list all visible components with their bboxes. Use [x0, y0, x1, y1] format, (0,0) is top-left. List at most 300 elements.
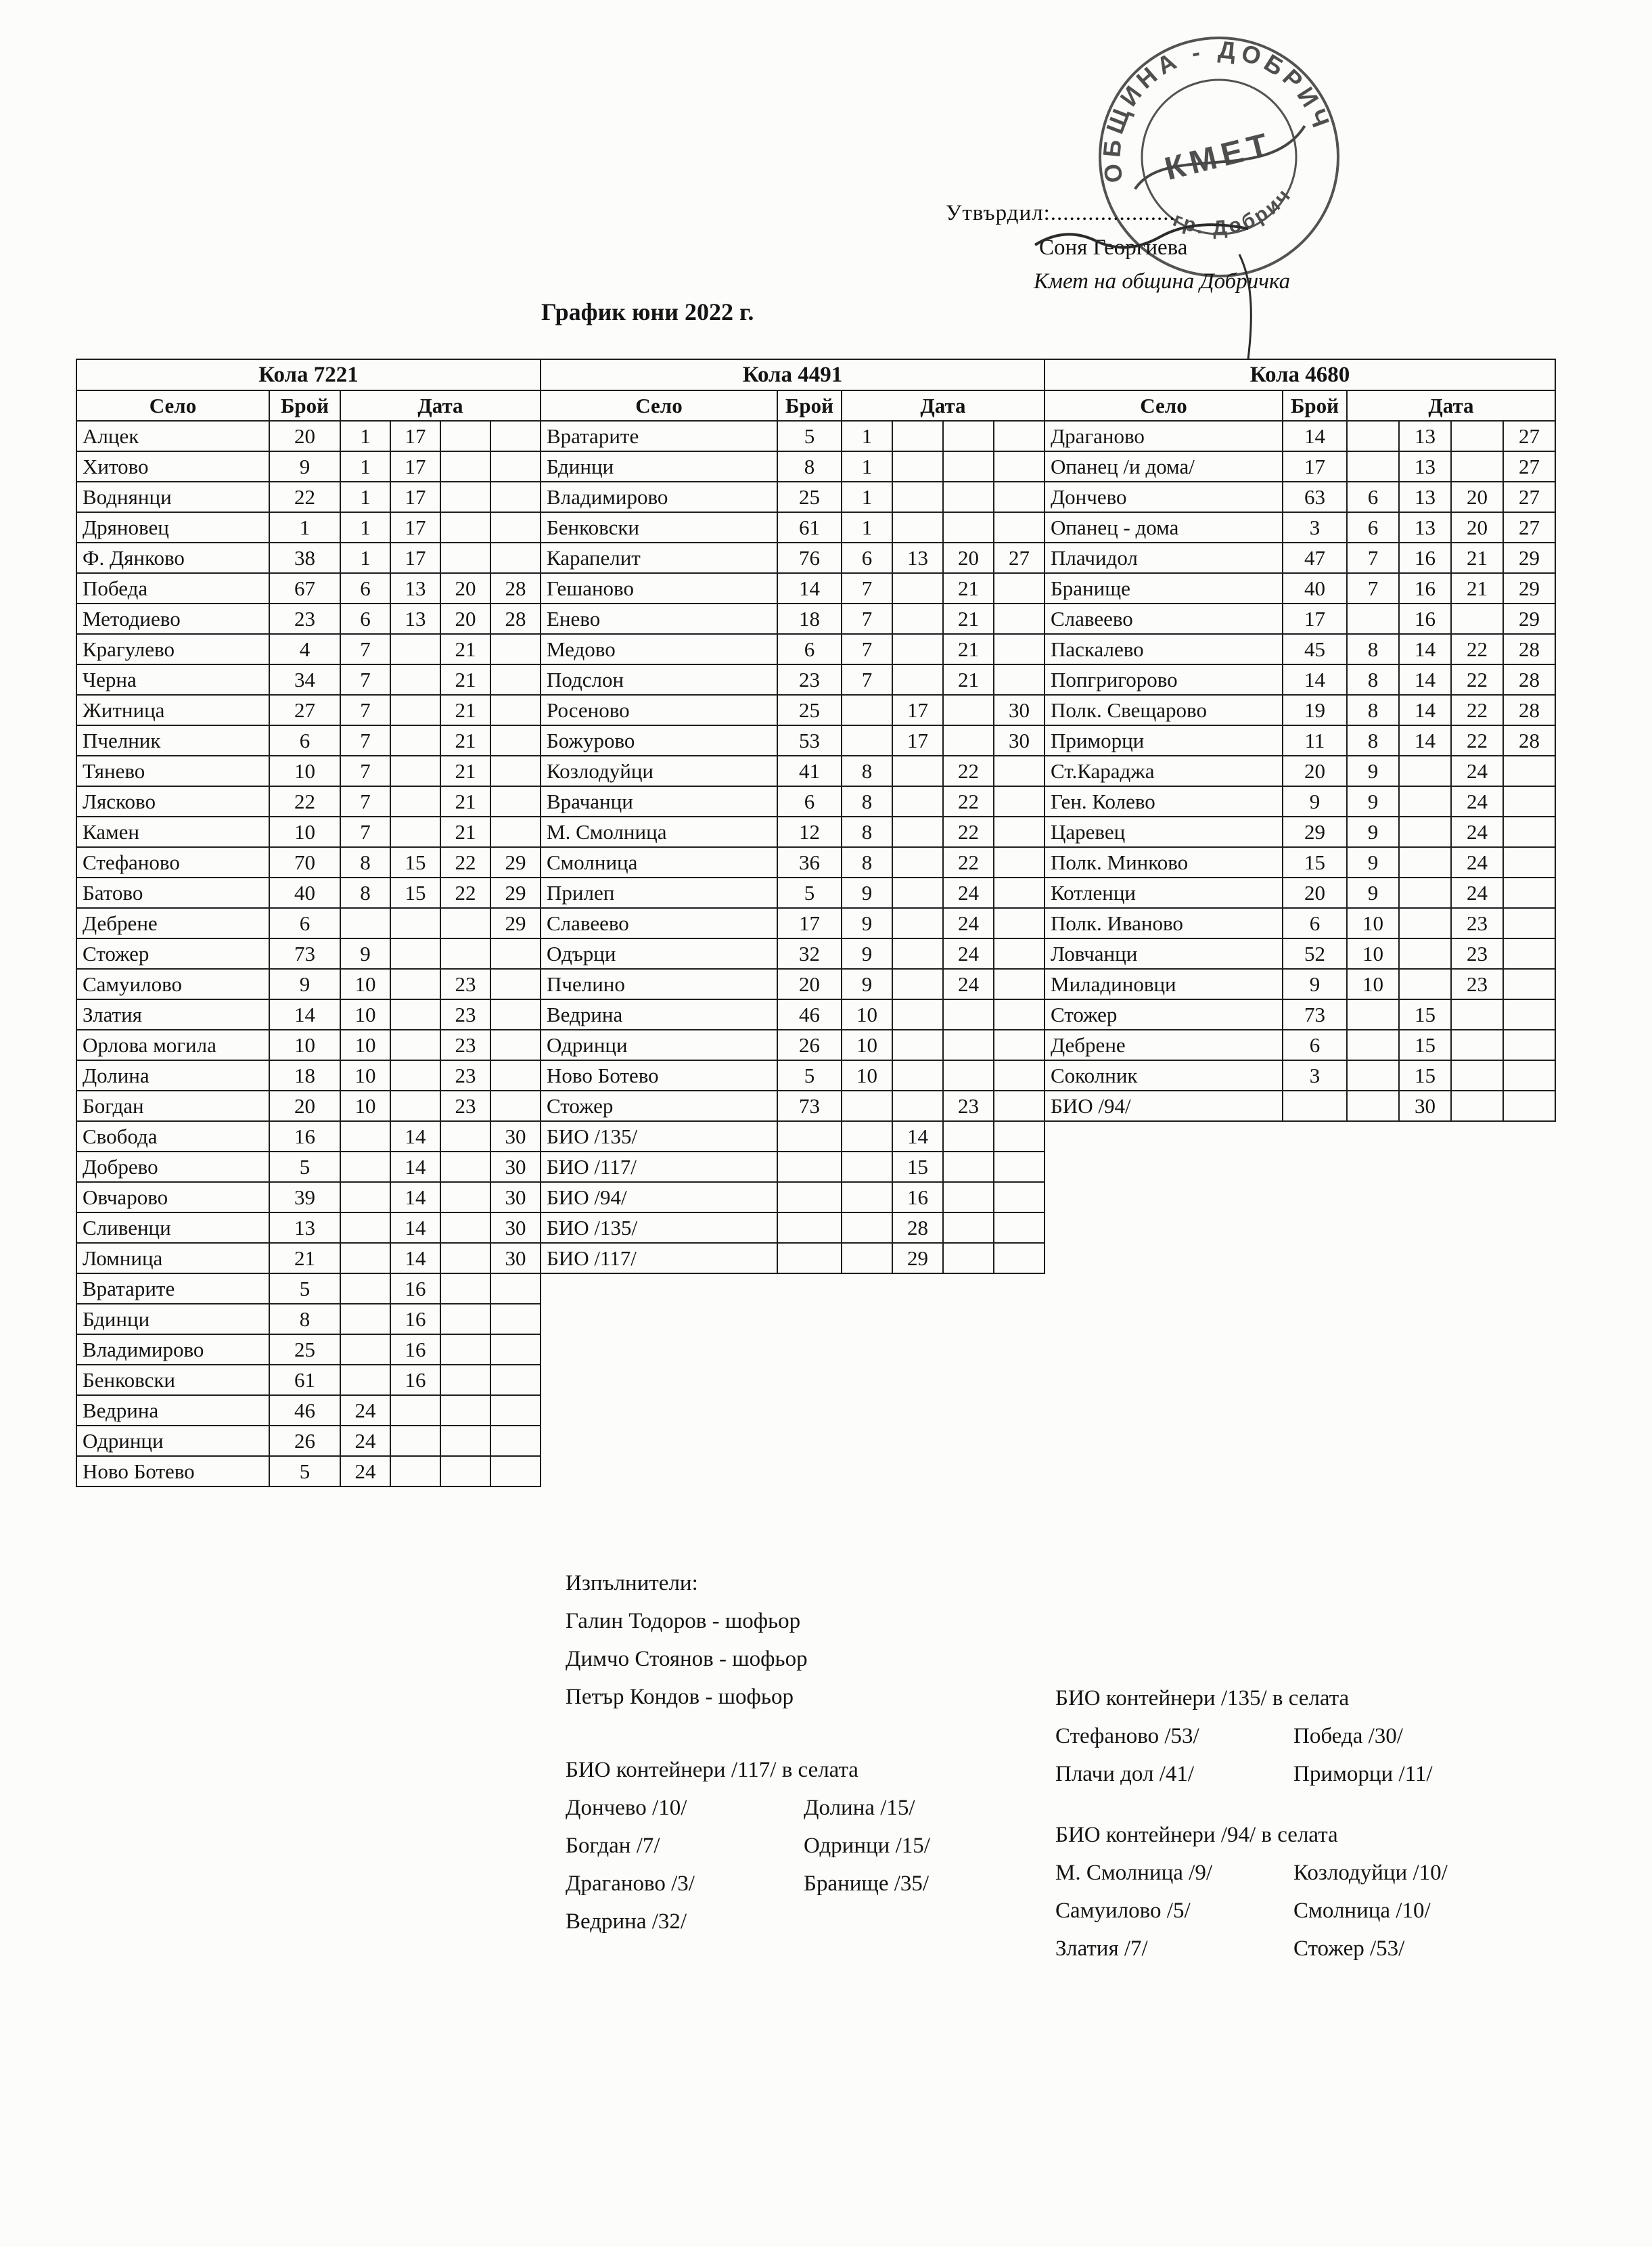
car-header-row	[76, 359, 541, 390]
village-cell: Карапелит	[541, 543, 777, 573]
date-cell	[943, 421, 994, 451]
schedule-table-kola-4680	[1044, 359, 1556, 1122]
footer-line: Самуилово /5/	[1055, 1899, 1191, 1923]
date-cell: 7	[842, 664, 892, 695]
date-cell	[390, 1426, 440, 1456]
village-cell: Долина	[76, 1060, 269, 1091]
village-cell: Бенковски	[76, 1365, 269, 1395]
schedule-table-kola-7221	[76, 359, 541, 1487]
village-cell: Воднянци	[76, 482, 269, 512]
village-header: Село	[1045, 390, 1283, 421]
table-row	[76, 969, 541, 999]
date-cell	[490, 1273, 541, 1304]
date-cell	[943, 1030, 994, 1060]
date-cell: 24	[1451, 786, 1503, 817]
date-cell	[1451, 451, 1503, 482]
date-cell: 22	[1451, 725, 1503, 756]
date-cell	[440, 1182, 490, 1212]
date-cell: 9	[340, 938, 390, 969]
count-cell: 5	[777, 421, 842, 451]
village-cell: Владимирово	[541, 482, 777, 512]
count-cell	[777, 1121, 842, 1152]
table-row	[541, 451, 1045, 482]
count-cell: 29	[1283, 817, 1347, 847]
date-cell: 8	[842, 756, 892, 786]
date-cell: 7	[340, 695, 390, 725]
count-cell: 9	[269, 451, 340, 482]
count-cell: 14	[1283, 421, 1347, 451]
count-cell: 6	[1283, 908, 1347, 938]
footer-line: Бранище /35/	[804, 1871, 930, 1896]
date-cell: 29	[1503, 573, 1555, 604]
date-cell: 14	[1399, 634, 1451, 664]
date-cell: 28	[1503, 634, 1555, 664]
table-row	[76, 634, 541, 664]
date-cell: 23	[440, 999, 490, 1030]
date-cell: 16	[892, 1182, 943, 1212]
table-row	[541, 1060, 1045, 1091]
date-cell: 7	[842, 634, 892, 664]
count-cell: 20	[1283, 756, 1347, 786]
date-cell: 10	[842, 999, 892, 1030]
table-row	[1045, 847, 1555, 878]
date-cell: 6	[1347, 482, 1399, 512]
date-cell	[892, 999, 943, 1030]
date-cell	[1503, 1060, 1555, 1091]
date-cell: 20	[440, 573, 490, 604]
village-cell: Ломница	[76, 1243, 269, 1273]
date-cell: 23	[1451, 938, 1503, 969]
count-cell: 22	[269, 482, 340, 512]
table-row	[541, 1152, 1045, 1182]
date-cell	[490, 1091, 541, 1121]
village-cell: Опанец - дома	[1045, 512, 1283, 543]
village-cell: Пчелино	[541, 969, 777, 999]
count-cell: 25	[269, 1334, 340, 1365]
count-cell: 22	[269, 786, 340, 817]
date-cell	[1399, 908, 1451, 938]
count-header: Брой	[777, 390, 842, 421]
village-cell: Паскалево	[1045, 634, 1283, 664]
village-cell: Ново Ботево	[76, 1456, 269, 1486]
count-cell: 6	[269, 725, 340, 756]
date-cell: 17	[390, 421, 440, 451]
table-row	[76, 1365, 541, 1395]
date-cell: 23	[440, 1091, 490, 1121]
table-row	[76, 1243, 541, 1273]
date-cell	[842, 1121, 892, 1152]
date-cell: 14	[1399, 664, 1451, 695]
date-cell	[994, 817, 1045, 847]
table-row	[1045, 1060, 1555, 1091]
date-cell: 10	[340, 969, 390, 999]
footer-line: Петър Кондов - шофьор	[566, 1685, 794, 1709]
count-cell: 8	[777, 451, 842, 482]
date-cell: 1	[340, 421, 390, 451]
village-cell: Сливенци	[76, 1212, 269, 1243]
date-cell	[1347, 1060, 1399, 1091]
date-cell	[440, 421, 490, 451]
village-cell: Крагулево	[76, 634, 269, 664]
count-cell: 46	[269, 1395, 340, 1426]
village-cell: Златия	[76, 999, 269, 1030]
village-cell: Одринци	[76, 1426, 269, 1456]
table-row	[1045, 664, 1555, 695]
date-cell	[390, 969, 440, 999]
date-cell	[490, 1304, 541, 1334]
count-cell: 61	[777, 512, 842, 543]
village-cell: Подслон	[541, 664, 777, 695]
date-cell: 6	[1347, 512, 1399, 543]
table-row	[76, 725, 541, 756]
date-cell	[994, 512, 1045, 543]
footer-line: Плачи дол /41/	[1055, 1762, 1195, 1786]
village-cell: Приморци	[1045, 725, 1283, 756]
table-row	[1045, 512, 1555, 543]
date-cell: 10	[842, 1060, 892, 1091]
date-cell	[943, 1121, 994, 1152]
date-cell	[440, 1121, 490, 1152]
village-cell: Бенковски	[541, 512, 777, 543]
date-cell	[892, 938, 943, 969]
count-cell	[777, 1243, 842, 1273]
table-row	[76, 1091, 541, 1121]
date-cell: 17	[892, 725, 943, 756]
count-cell: 73	[269, 938, 340, 969]
date-cell	[340, 1243, 390, 1273]
date-cell: 13	[1399, 451, 1451, 482]
count-cell: 23	[269, 604, 340, 634]
village-cell: Дряновец	[76, 512, 269, 543]
column-header-row	[76, 390, 541, 421]
date-cell: 9	[842, 938, 892, 969]
date-cell	[892, 756, 943, 786]
date-cell: 10	[1347, 969, 1399, 999]
table-row	[541, 604, 1045, 634]
count-cell: 20	[1283, 878, 1347, 908]
date-cell: 20	[1451, 512, 1503, 543]
village-cell: Алцек	[76, 421, 269, 451]
date-cell: 21	[440, 725, 490, 756]
date-cell: 7	[1347, 543, 1399, 573]
date-cell: 29	[1503, 543, 1555, 573]
date-cell: 7	[1347, 573, 1399, 604]
table-row	[541, 482, 1045, 512]
village-cell: Дебрене	[1045, 1030, 1283, 1060]
date-cell	[892, 664, 943, 695]
date-cell	[490, 512, 541, 543]
date-cell: 8	[842, 847, 892, 878]
date-cell: 28	[1503, 725, 1555, 756]
count-cell: 19	[1283, 695, 1347, 725]
date-cell	[842, 695, 892, 725]
date-cell: 23	[943, 1091, 994, 1121]
date-cell: 8	[1347, 725, 1399, 756]
date-cell: 30	[490, 1212, 541, 1243]
date-cell: 27	[1503, 512, 1555, 543]
village-cell: Смолница	[541, 847, 777, 878]
village-cell: Драганово	[1045, 421, 1283, 451]
date-cell	[390, 908, 440, 938]
count-cell: 21	[269, 1243, 340, 1273]
date-cell	[994, 451, 1045, 482]
table-body	[541, 421, 1045, 1273]
count-cell: 38	[269, 543, 340, 573]
village-cell: Медово	[541, 634, 777, 664]
date-cell	[340, 1304, 390, 1334]
date-cell	[994, 999, 1045, 1030]
date-cell: 28	[490, 604, 541, 634]
date-cell: 17	[390, 482, 440, 512]
table-row	[76, 1030, 541, 1060]
date-cell: 7	[340, 634, 390, 664]
table-row	[76, 1456, 541, 1486]
footer-line: Стефаново /53/	[1055, 1724, 1199, 1748]
date-cell	[842, 1243, 892, 1273]
date-cell: 14	[390, 1152, 440, 1182]
count-cell: 16	[269, 1121, 340, 1152]
date-cell: 21	[1451, 573, 1503, 604]
date-cell: 1	[340, 543, 390, 573]
date-cell: 23	[440, 1060, 490, 1091]
count-cell: 45	[1283, 634, 1347, 664]
date-cell	[1399, 817, 1451, 847]
table-row	[541, 1091, 1045, 1121]
table-row	[541, 756, 1045, 786]
bio-117-col1	[566, 1796, 804, 1947]
table-row	[541, 938, 1045, 969]
date-cell	[390, 1395, 440, 1426]
date-cell	[943, 512, 994, 543]
date-cell: 23	[1451, 908, 1503, 938]
village-cell: Миладиновци	[1045, 969, 1283, 999]
date-cell	[842, 725, 892, 756]
date-cell: 28	[1503, 664, 1555, 695]
footer-line: Златия /7/	[1055, 1936, 1148, 1961]
count-cell: 76	[777, 543, 842, 573]
village-cell: Владимирово	[76, 1334, 269, 1365]
date-cell: 8	[842, 786, 892, 817]
count-cell: 8	[269, 1304, 340, 1334]
footer-line: Смолница /10/	[1293, 1899, 1431, 1923]
date-cell: 29	[490, 847, 541, 878]
date-cell	[1399, 786, 1451, 817]
table-row	[541, 969, 1045, 999]
date-cell: 21	[440, 756, 490, 786]
village-cell: БИО /117/	[541, 1243, 777, 1273]
village-cell: Бдинци	[541, 451, 777, 482]
car-header-row	[541, 359, 1045, 390]
date-cell: 22	[943, 847, 994, 878]
footer-line: Дончево /10/	[566, 1796, 687, 1820]
village-cell: Дебрене	[76, 908, 269, 938]
date-cell	[1347, 421, 1399, 451]
date-cell	[943, 482, 994, 512]
date-cell: 27	[1503, 482, 1555, 512]
date-cell	[943, 725, 994, 756]
count-header: Брой	[1283, 390, 1347, 421]
count-cell: 41	[777, 756, 842, 786]
date-cell	[943, 1182, 994, 1212]
date-cell: 20	[1451, 482, 1503, 512]
date-cell: 1	[340, 512, 390, 543]
date-cell	[440, 1395, 490, 1426]
table-row	[541, 999, 1045, 1030]
date-cell	[390, 1060, 440, 1091]
executors-list	[566, 1609, 808, 1723]
village-cell: Бранище	[1045, 573, 1283, 604]
village-cell: Полк. Свещарово	[1045, 695, 1283, 725]
village-cell: Славеево	[1045, 604, 1283, 634]
table-row	[76, 1304, 541, 1334]
date-cell: 7	[842, 604, 892, 634]
table-row	[1045, 878, 1555, 908]
date-cell	[994, 878, 1045, 908]
date-cell	[490, 664, 541, 695]
date-cell: 1	[340, 451, 390, 482]
date-cell	[943, 1243, 994, 1273]
date-cell	[1451, 1091, 1503, 1121]
date-cell: 17	[390, 512, 440, 543]
car-label: Кола 4491	[541, 359, 1045, 390]
date-cell	[390, 1456, 440, 1486]
table-row	[76, 695, 541, 725]
date-cell: 23	[440, 969, 490, 999]
date-cell: 22	[943, 817, 994, 847]
table-row	[76, 421, 541, 451]
village-cell: Соколник	[1045, 1060, 1283, 1091]
count-cell: 12	[777, 817, 842, 847]
date-cell: 10	[340, 999, 390, 1030]
count-cell: 11	[1283, 725, 1347, 756]
date-cell: 16	[1399, 543, 1451, 573]
table-row	[76, 999, 541, 1030]
date-cell: 7	[340, 725, 390, 756]
table-row	[76, 1426, 541, 1456]
table-row	[541, 878, 1045, 908]
date-cell: 15	[390, 847, 440, 878]
date-cell: 6	[340, 604, 390, 634]
village-cell: Енево	[541, 604, 777, 634]
date-cell	[994, 421, 1045, 451]
date-cell	[994, 573, 1045, 604]
village-cell: Стожер	[1045, 999, 1283, 1030]
date-cell: 10	[340, 1091, 390, 1121]
footer-line: Стожер /53/	[1293, 1936, 1405, 1961]
village-cell: Ф. Дянково	[76, 543, 269, 573]
date-cell	[490, 1426, 541, 1456]
count-cell: 67	[269, 573, 340, 604]
table-row	[76, 451, 541, 482]
count-cell: 39	[269, 1182, 340, 1212]
date-cell: 7	[340, 664, 390, 695]
bio-135-title: БИО контейнери /135/ в селата	[1055, 1686, 1350, 1710]
footer-line: Богдан /7/	[566, 1834, 660, 1858]
count-cell: 46	[777, 999, 842, 1030]
date-cell	[994, 756, 1045, 786]
village-cell: Царевец	[1045, 817, 1283, 847]
count-cell: 53	[777, 725, 842, 756]
date-cell: 27	[1503, 451, 1555, 482]
date-cell: 15	[1399, 1060, 1451, 1091]
table-row	[1045, 908, 1555, 938]
executors-title: Изпълнители:	[566, 1571, 698, 1595]
date-cell	[1503, 786, 1555, 817]
date-cell: 15	[1399, 999, 1451, 1030]
bio-117-title: БИО контейнери /117/ в селата	[566, 1758, 858, 1782]
date-cell	[440, 1212, 490, 1243]
date-cell	[390, 817, 440, 847]
date-cell	[994, 847, 1045, 878]
table-row	[541, 817, 1045, 847]
date-cell: 13	[390, 604, 440, 634]
table-row	[76, 1334, 541, 1365]
village-cell: Орлова могила	[76, 1030, 269, 1060]
count-cell: 73	[1283, 999, 1347, 1030]
date-cell: 8	[1347, 634, 1399, 664]
date-cell	[943, 1212, 994, 1243]
table-row	[76, 756, 541, 786]
count-cell: 47	[1283, 543, 1347, 573]
date-cell	[440, 1426, 490, 1456]
table-row	[1045, 543, 1555, 573]
table-body	[76, 421, 541, 1486]
village-cell: Котленци	[1045, 878, 1283, 908]
date-cell	[994, 1243, 1045, 1273]
table-row	[76, 543, 541, 573]
village-cell: Пчелник	[76, 725, 269, 756]
date-cell	[440, 938, 490, 969]
count-cell: 36	[777, 847, 842, 878]
date-cell	[440, 1304, 490, 1334]
village-cell: Ведрина	[541, 999, 777, 1030]
date-cell: 14	[390, 1212, 440, 1243]
date-cell	[1503, 1091, 1555, 1121]
date-cell: 24	[943, 878, 994, 908]
date-cell: 13	[390, 573, 440, 604]
date-cell: 16	[390, 1334, 440, 1365]
date-cell	[440, 451, 490, 482]
village-cell: Божурово	[541, 725, 777, 756]
date-cell	[892, 482, 943, 512]
date-cell	[842, 1212, 892, 1243]
date-cell: 15	[390, 878, 440, 908]
count-cell: 27	[269, 695, 340, 725]
date-cell	[440, 512, 490, 543]
date-cell: 14	[892, 1121, 943, 1152]
date-cell: 28	[892, 1212, 943, 1243]
table-row	[541, 1121, 1045, 1152]
date-cell: 9	[1347, 847, 1399, 878]
date-cell: 22	[1451, 664, 1503, 695]
date-cell: 8	[340, 847, 390, 878]
count-cell: 20	[777, 969, 842, 999]
date-cell	[490, 1030, 541, 1060]
date-cell	[892, 847, 943, 878]
table-row	[541, 543, 1045, 573]
date-cell	[994, 908, 1045, 938]
date-cell	[340, 1334, 390, 1365]
date-cell: 16	[1399, 573, 1451, 604]
date-cell	[440, 1456, 490, 1486]
date-cell	[490, 969, 541, 999]
count-cell: 15	[1283, 847, 1347, 878]
date-cell: 28	[490, 573, 541, 604]
table-row	[76, 482, 541, 512]
table-row	[541, 786, 1045, 817]
village-cell: БИО /135/	[541, 1212, 777, 1243]
date-cell	[994, 664, 1045, 695]
